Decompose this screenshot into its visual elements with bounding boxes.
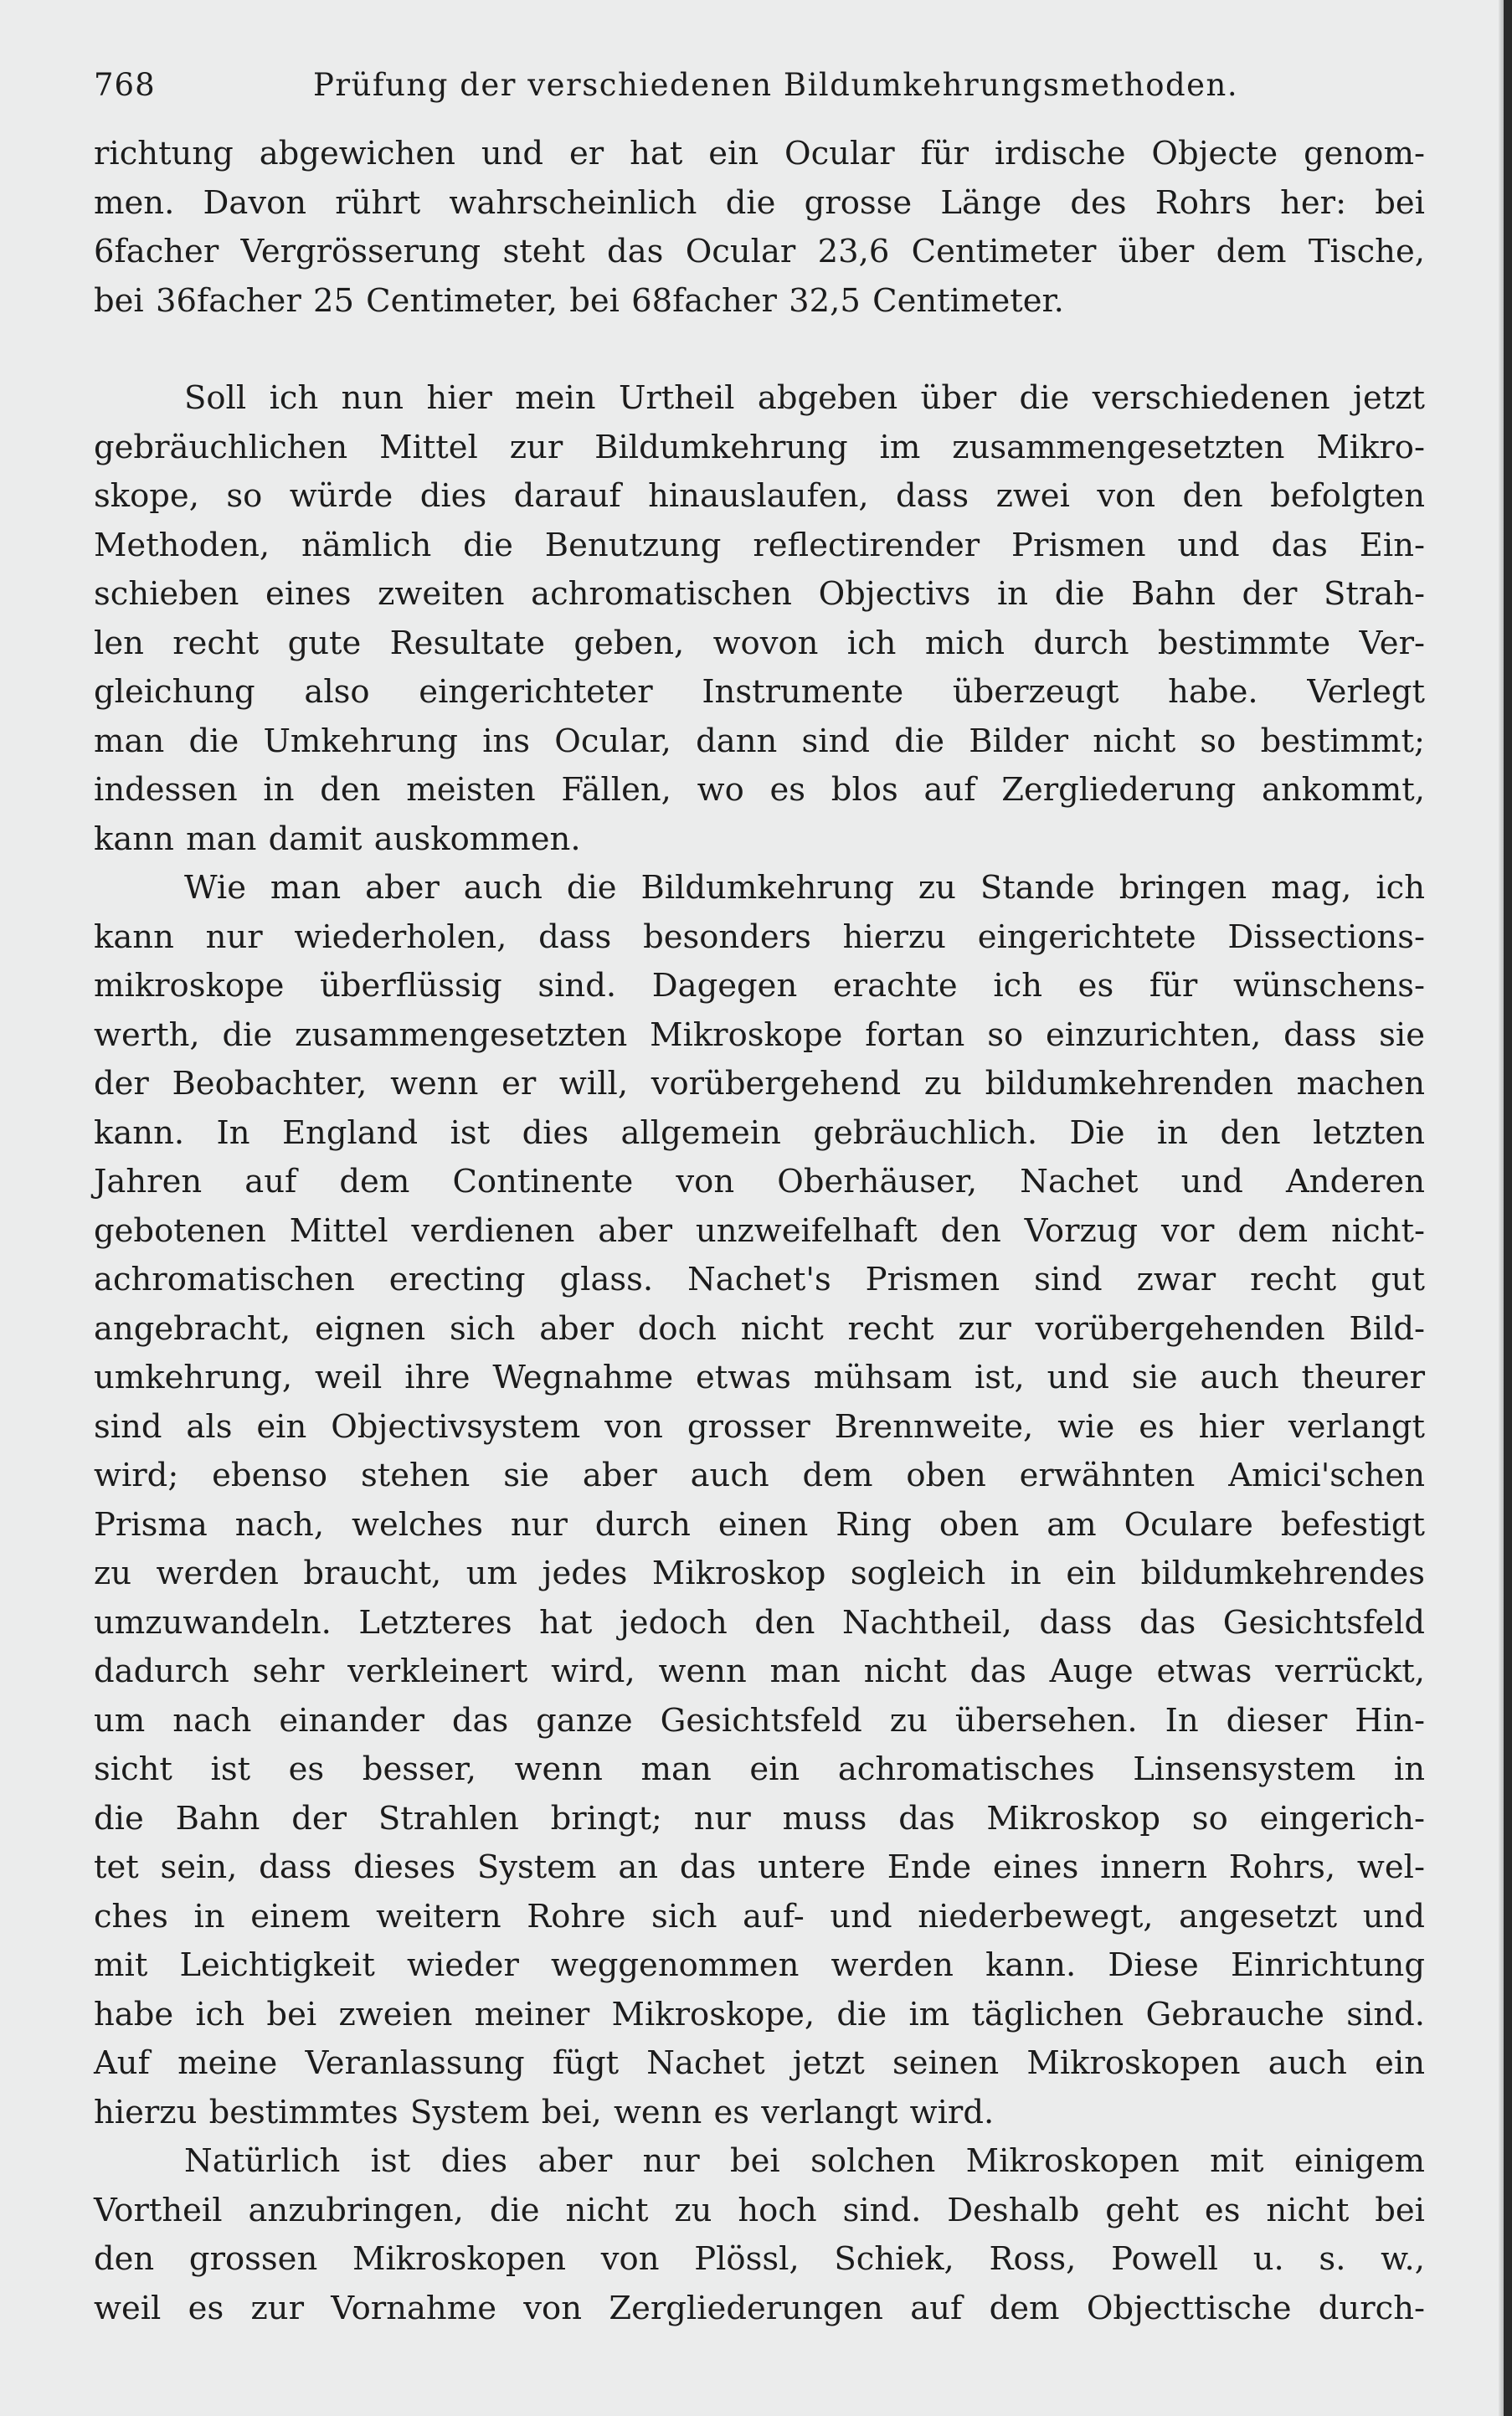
text-line: skope, so würde dies darauf hinauslaufen, dass zwei von den befolgten — [94, 477, 1425, 515]
text-line: men. Davon rührt wahrscheinlich die grosse Länge des Rohrs her: bei — [94, 183, 1425, 222]
text-line: achromatischen erecting glass. Nachet's Prismen sind zwar recht gut — [94, 1261, 1425, 1298]
text-line: Auf meine Veranlassung fügt Nachet jetzt seinen Mikroskopen auch ein — [94, 2044, 1425, 2082]
text-line: weil es zur Vornahme von Zergliederungen auf dem Objecttische durch- — [94, 2289, 1425, 2327]
paragraph — [94, 374, 1425, 864]
text-line: der Beobachter, wenn er will, vorübergehend zu bildumkehrenden machen — [94, 1065, 1425, 1103]
text-line: gleichung also eingerichteter Instrumente überzeugt habe. Verlegt — [94, 673, 1425, 711]
text-line: mikroskope überflüssig sind. Dagegen erachte ich es für wünschens- — [94, 967, 1425, 1005]
text-line: dadurch sehr verkleinert wird, wenn man nicht das Auge etwas verrückt, — [94, 1653, 1425, 1690]
text-line: den grossen Mikroskopen von Plössl, Schiek, Ross, Powell u. s. w., — [94, 2240, 1425, 2278]
text-line: bei 36facher 25 Centimeter, bei 68facher 32,5 Centimeter. — [94, 281, 1064, 320]
text-line: umzuwandeln. Letzteres hat jedoch den Nachtheil, dass das Gesichtsfeld — [94, 1603, 1425, 1642]
page-number: 768 — [94, 67, 156, 103]
text-line: Wie man aber auch die Bildumkehrung zu Stande bringen mag, ich — [184, 869, 1425, 907]
text-line: angebracht, eignen sich aber doch nicht recht zur vorübergehenden Bild- — [94, 1309, 1425, 1348]
text-line: schieben eines zweiten achromatischen Objectivs in die Bahn der Strah- — [94, 575, 1425, 613]
text-line: sind als ein Objectivsystem von grosser Brennweite, wie es hier verlangt — [94, 1407, 1425, 1446]
text-line: Natürlich ist dies aber nur bei solchen Mikroskopen mit einigem — [184, 2142, 1425, 2180]
text-line: tet sein, dass dieses System an das untere Ende eines innern Rohrs, wel- — [94, 1848, 1425, 1886]
paragraph — [94, 2137, 1425, 2333]
text-line: kann nur wiederholen, dass besonders hierzu eingerichtete Dissections- — [94, 918, 1425, 956]
text-line: werth, die zusammengesetzten Mikroskope fortan so einzurichten, dass sie — [94, 1015, 1425, 1054]
text-line: indessen in den meisten Fällen, wo es blos auf Zergliederung ankommt, — [94, 771, 1425, 809]
text-line: Jahren auf dem Continente von Oberhäuser, Nachet und Anderen — [94, 1163, 1425, 1200]
text-line: sicht ist es besser, wenn man ein achromatisches Linsensystem in — [94, 1750, 1425, 1788]
text-line: Prisma nach, welches nur durch einen Ring oben am Oculare befestigt — [94, 1505, 1425, 1544]
text-line: 6facher Vergrösserung steht das Ocular 23,6 Centimeter über dem Tische, — [94, 233, 1425, 270]
page-header — [94, 67, 1433, 117]
text-line: man die Umkehrung ins Ocular, dann sind die Bilder nicht so bestimmt; — [94, 722, 1425, 760]
paragraph — [94, 130, 1425, 326]
body-text — [94, 130, 1425, 2333]
text-line: die Bahn der Strahlen bringt; nur muss das Mikroskop so eingerich- — [94, 1799, 1425, 1838]
text-line: wird; ebenso stehen sie aber auch dem oben erwähnten Amici'schen — [94, 1457, 1425, 1494]
text-line: ches in einem weitern Rohre sich auf- und niederbewegt, angesetzt und — [94, 1897, 1425, 1935]
running-title: Prüfung der verschiedenen Bildumkehrungsmethoden. — [313, 67, 1239, 103]
text-line: Methoden, nämlich die Benutzung reflectirender Prismen und das Ein- — [94, 526, 1425, 564]
text-line: kann man damit auskommen. — [94, 820, 581, 858]
text-line: mit Leichtigkeit wieder weggenommen werden kann. Diese Einrichtung — [94, 1946, 1425, 1984]
text-line: kann. In England ist dies allgemein gebräuchlich. Die in den letzten — [94, 1113, 1425, 1152]
text-line: Vortheil anzubringen, die nicht zu hoch sind. Deshalb geht es nicht bei — [94, 2191, 1425, 2229]
text-line: len recht gute Resultate geben, wovon ich mich durch bestimmte Ver- — [94, 624, 1425, 662]
text-line: gebotenen Mittel verdienen aber unzweifelhaft den Vorzug vor dem nicht- — [94, 1211, 1425, 1250]
text-line: umkehrung, weil ihre Wegnahme etwas mühsam ist, und sie auch theurer — [94, 1359, 1425, 1396]
text-line: zu werden braucht, um jedes Mikroskop sogleich in ein bildumkehrendes — [94, 1555, 1425, 1592]
paragraph — [94, 864, 1425, 2137]
text-line: um nach einander das ganze Gesichtsfeld zu übersehen. In dieser Hin- — [94, 1701, 1425, 1740]
text-line: habe ich bei zweien meiner Mikroskope, die im täglichen Gebrauche sind. — [94, 1995, 1425, 2033]
text-line: gebräuchlichen Mittel zur Bildumkehrung im zusammengesetzten Mikro- — [94, 428, 1425, 466]
page-edge — [1504, 0, 1512, 2416]
text-line: hierzu bestimmtes System bei, wenn es verlangt wird. — [94, 2093, 995, 2131]
text-line: richtung abgewichen und er hat ein Ocular für irdische Objecte genom- — [94, 135, 1425, 172]
text-line: Soll ich nun hier mein Urtheil abgeben über die verschiedenen jetzt — [184, 379, 1425, 417]
